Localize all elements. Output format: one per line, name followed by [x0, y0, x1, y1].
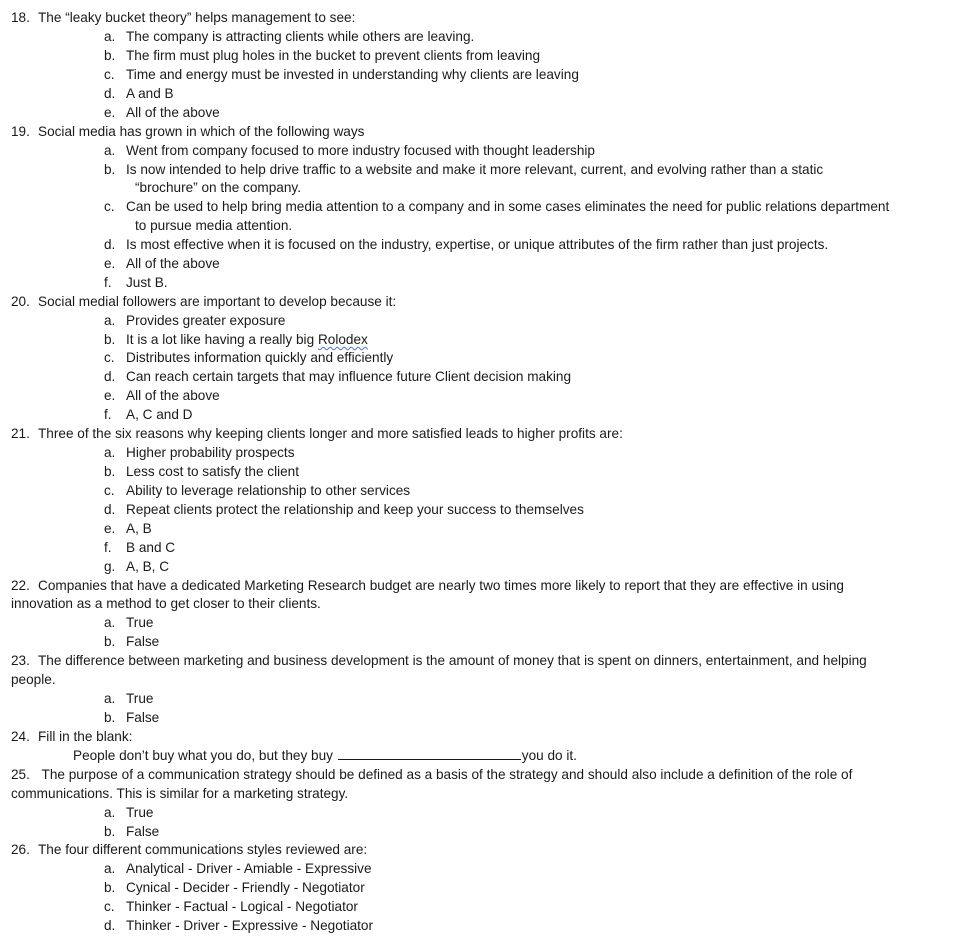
question-text: Social media has grown in which of the following ways	[38, 124, 365, 139]
option-22a: a. True	[104, 615, 154, 630]
question-text: The difference between marketing and business development is the amount of money that is spent on dinners, entertainment, and helping	[38, 653, 867, 668]
question-text: The purpose of a communication strategy should be defined as a basis of the strategy and should also include a definition of the role of	[38, 767, 853, 782]
option-19b: b. Is now intended to help drive traffic to a website and make it more relevant, current, and evolving rather than a static	[104, 162, 824, 177]
question-19	[11, 122, 364, 141]
option-21a: a. Higher probability prospects	[104, 445, 295, 460]
option-19c: c. Can be used to help bring media attention to a company and in some cases eliminates the need for public relations department	[104, 199, 890, 214]
option-20d: d. Can reach certain targets that may influence future Client decision making	[104, 369, 572, 384]
option-19a: a. Went from company focused to more industry focused with thought leadership	[104, 143, 595, 158]
option-19e: e. All of the above	[104, 256, 220, 271]
question-text: Social medial followers are important to develop because it:	[38, 294, 397, 309]
question-24	[11, 727, 132, 746]
question-number: 21.	[11, 426, 30, 441]
option-22b: b. False	[104, 634, 160, 649]
option-20a: a. Provides greater exposure	[104, 313, 286, 328]
question-text: The “leaky bucket theory” helps management to see:	[38, 10, 356, 25]
question-25	[11, 765, 852, 784]
question-number: 26.	[11, 842, 30, 857]
question-23-continued: people.	[11, 672, 56, 687]
question-text: Fill in the blank:	[38, 729, 133, 744]
option-25b: b. False	[104, 824, 160, 839]
question-number: 25.	[11, 767, 30, 782]
question-number: 23.	[11, 653, 30, 668]
option-18a: a. The company is attracting clients while others are leaving.	[104, 29, 475, 44]
option-26a: a. Analytical - Driver - Amiable - Expressive	[104, 861, 372, 876]
option-25a: a. True	[104, 805, 154, 820]
question-21	[11, 424, 623, 443]
option-20f: f. A, C and D	[104, 407, 193, 422]
question-number: 24.	[11, 729, 30, 744]
question-number: 22.	[11, 578, 30, 593]
question-20	[11, 292, 396, 311]
option-19d: d. Is most effective when it is focused on the industry, expertise, or unique attributes of the firm rather than just projects.	[104, 237, 829, 252]
option-21e: e. A, B	[104, 521, 152, 536]
question-text: Companies that have a dedicated Marketing Research budget are nearly two times more likely to report that they are effective in using	[38, 578, 844, 593]
option-18d: d. A and B	[104, 86, 174, 101]
option-26b: b. Cynical - Decider - Friendly - Negotiator	[104, 880, 365, 895]
option-19f: f. Just B.	[104, 275, 168, 290]
question-number: 20.	[11, 294, 30, 309]
option-26d: d. Thinker - Driver - Expressive - Negotiator	[104, 918, 374, 933]
question-23	[11, 651, 867, 670]
fill-in-blank-sentence: People don’t buy what you do, but they buy you do it.	[73, 748, 577, 763]
question-text: The four different communications styles reviewed are:	[38, 842, 368, 857]
option-21g: g. A, B, C	[104, 559, 170, 574]
option-21f: f. B and C	[104, 540, 176, 555]
question-26	[11, 840, 367, 859]
question-22-continued: innovation as a method to get closer to their clients.	[11, 596, 321, 611]
question-text: Three of the six reasons why keeping clients longer and more satisfied leads to higher profits are:	[38, 426, 623, 441]
option-23b: b. False	[104, 710, 160, 725]
option-21b: b. Less cost to satisfy the client	[104, 464, 300, 479]
option-20b: b. It is a lot like having a really big Rolodex	[104, 332, 368, 347]
answer-blank[interactable]	[338, 747, 521, 760]
option-23a: a. True	[104, 691, 154, 706]
option-19c-continued: to pursue media attention.	[135, 218, 293, 233]
option-20e: e. All of the above	[104, 388, 220, 403]
option-21d: d. Repeat clients protect the relationship and keep your success to themselves	[104, 502, 584, 517]
option-19b-continued: “brochure” on the company.	[135, 180, 301, 195]
question-22	[11, 576, 844, 595]
question-number: 19.	[11, 124, 30, 139]
question-number: 18.	[11, 10, 30, 25]
question-25-continued: communications. This is similar for a marketing strategy.	[11, 786, 349, 801]
option-18b: b. The firm must plug holes in the bucket to prevent clients from leaving	[104, 48, 541, 63]
option-20c: c. Distributes information quickly and efficiently	[104, 350, 394, 365]
question-18	[11, 8, 355, 27]
option-18e: e. All of the above	[104, 105, 220, 120]
spellcheck-word: Rolodex	[317, 332, 368, 347]
option-21c: c. Ability to leverage relationship to other services	[104, 483, 411, 498]
option-18c: c. Time and energy must be invested in understanding why clients are leaving	[104, 67, 579, 82]
option-26c: c. Thinker - Factual - Logical - Negotiator	[104, 899, 358, 914]
